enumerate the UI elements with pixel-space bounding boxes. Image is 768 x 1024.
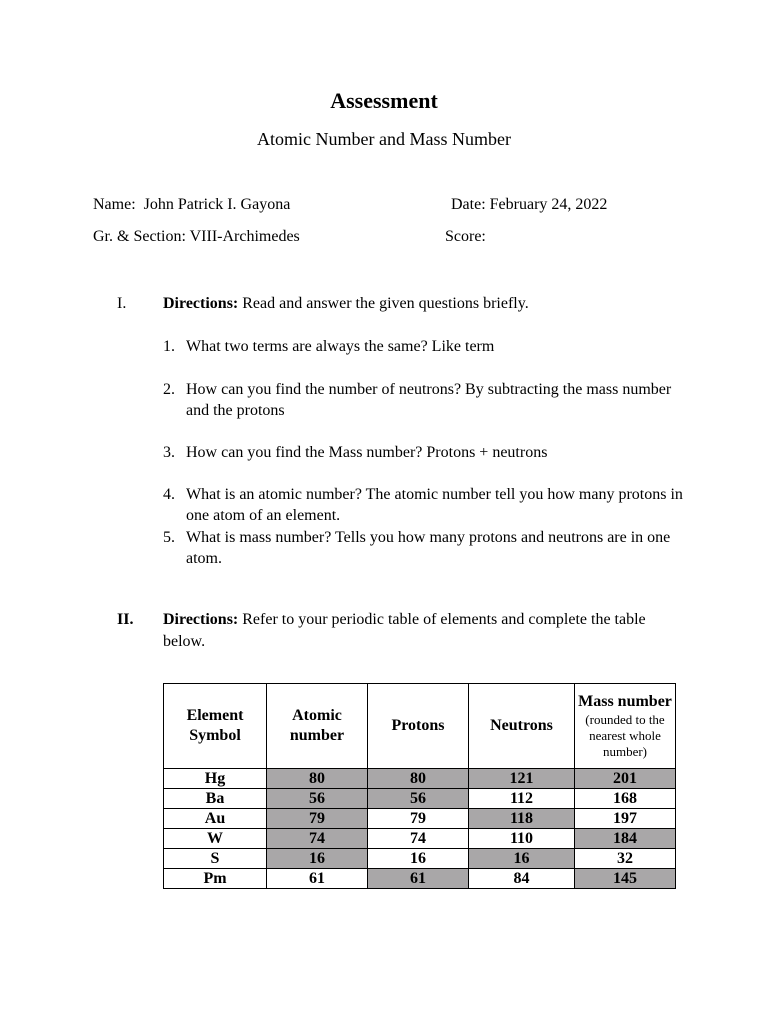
header-mass-number xyxy=(575,684,676,769)
question-number: 1. xyxy=(163,338,175,355)
table-header-row xyxy=(164,684,676,769)
question-number: 3. xyxy=(163,444,175,461)
section-label: Gr. & Section: xyxy=(93,228,186,245)
score-label: Score: xyxy=(445,228,486,245)
header-atomic-number: Atomic number xyxy=(267,684,368,769)
cell-mass: 145 xyxy=(575,869,676,889)
header-protons: Protons xyxy=(368,684,469,769)
question-1 xyxy=(163,336,683,357)
part1-directions-text: Read and answer the given questions briefly. xyxy=(242,295,529,312)
cell-protons: 61 xyxy=(368,869,469,889)
date-field xyxy=(451,196,607,214)
question-text: What two terms are always the same? Like term xyxy=(186,338,495,355)
cell-atomic: 16 xyxy=(267,849,368,869)
header-neutrons: Neutrons xyxy=(469,684,575,769)
part1-directions-label: Directions: xyxy=(163,295,239,312)
cell-protons: 80 xyxy=(368,769,469,789)
page-subtitle: Atomic Number and Mass Number xyxy=(257,129,511,149)
question-text: What is mass number? Tells you how many protons and neutrons are in one atom. xyxy=(186,529,671,567)
part2-directions-label: Directions: xyxy=(163,611,239,628)
question-4 xyxy=(163,484,683,526)
question-text: How can you find the number of neutrons? By subtracting the mass number and the protons xyxy=(186,381,672,419)
cell-atomic: 61 xyxy=(267,869,368,889)
cell-protons: 56 xyxy=(368,789,469,809)
cell-protons: 16 xyxy=(368,849,469,869)
cell-mass: 197 xyxy=(575,809,676,829)
cell-neutrons: 112 xyxy=(469,789,575,809)
cell-mass: 201 xyxy=(575,769,676,789)
table-row xyxy=(164,789,676,809)
cell-protons: 74 xyxy=(368,829,469,849)
cell-protons: 79 xyxy=(368,809,469,829)
name-label: Name: xyxy=(93,196,136,213)
cell-neutrons: 16 xyxy=(469,849,575,869)
part1-numeral: I. xyxy=(117,295,127,312)
part2-directions-text: Refer to your periodic table of elements and complete the table below. xyxy=(163,611,646,650)
table-row xyxy=(164,809,676,829)
page-title: Assessment xyxy=(330,88,438,113)
question-3 xyxy=(163,442,683,463)
cell-symbol: Au xyxy=(164,809,267,829)
section-field xyxy=(93,228,300,246)
cell-atomic: 56 xyxy=(267,789,368,809)
question-number: 4. xyxy=(163,486,175,503)
cell-neutrons: 84 xyxy=(469,869,575,889)
cell-neutrons: 121 xyxy=(469,769,575,789)
question-5 xyxy=(163,527,683,569)
cell-symbol: Ba xyxy=(164,789,267,809)
part1-directions xyxy=(163,293,683,315)
table-row xyxy=(164,769,676,789)
cell-neutrons: 118 xyxy=(469,809,575,829)
elements-table xyxy=(163,683,676,889)
cell-atomic: 79 xyxy=(267,809,368,829)
score-field xyxy=(445,228,486,246)
cell-symbol: Pm xyxy=(164,869,267,889)
question-text: How can you find the Mass number? Protons + neutrons xyxy=(186,444,548,461)
table-row xyxy=(164,829,676,849)
date-value: February 24, 2022 xyxy=(489,196,608,213)
question-number: 2. xyxy=(163,381,175,398)
date-label: Date: xyxy=(451,196,486,213)
table-row xyxy=(164,869,676,889)
question-2 xyxy=(163,379,683,421)
cell-symbol: Hg xyxy=(164,769,267,789)
cell-neutrons: 110 xyxy=(469,829,575,849)
section-value: VIII-Archimedes xyxy=(189,228,300,245)
question-number: 5. xyxy=(163,529,175,546)
cell-mass: 184 xyxy=(575,829,676,849)
part2-numeral: II. xyxy=(117,611,134,628)
header-mass-label: Mass number xyxy=(578,693,672,710)
question-text: What is an atomic number? The atomic number tell you how many protons in one atom of an element. xyxy=(186,486,683,524)
cell-atomic: 80 xyxy=(267,769,368,789)
cell-mass: 168 xyxy=(575,789,676,809)
cell-symbol: S xyxy=(164,849,267,869)
table-row xyxy=(164,849,676,869)
header-mass-note: (rounded to the nearest whole number) xyxy=(585,712,665,759)
name-value: John Patrick I. Gayona xyxy=(143,196,291,213)
cell-mass: 32 xyxy=(575,849,676,869)
name-field xyxy=(93,196,290,214)
part2-directions xyxy=(163,609,683,653)
cell-atomic: 74 xyxy=(267,829,368,849)
cell-symbol: W xyxy=(164,829,267,849)
header-element-symbol: Element Symbol xyxy=(164,684,267,769)
